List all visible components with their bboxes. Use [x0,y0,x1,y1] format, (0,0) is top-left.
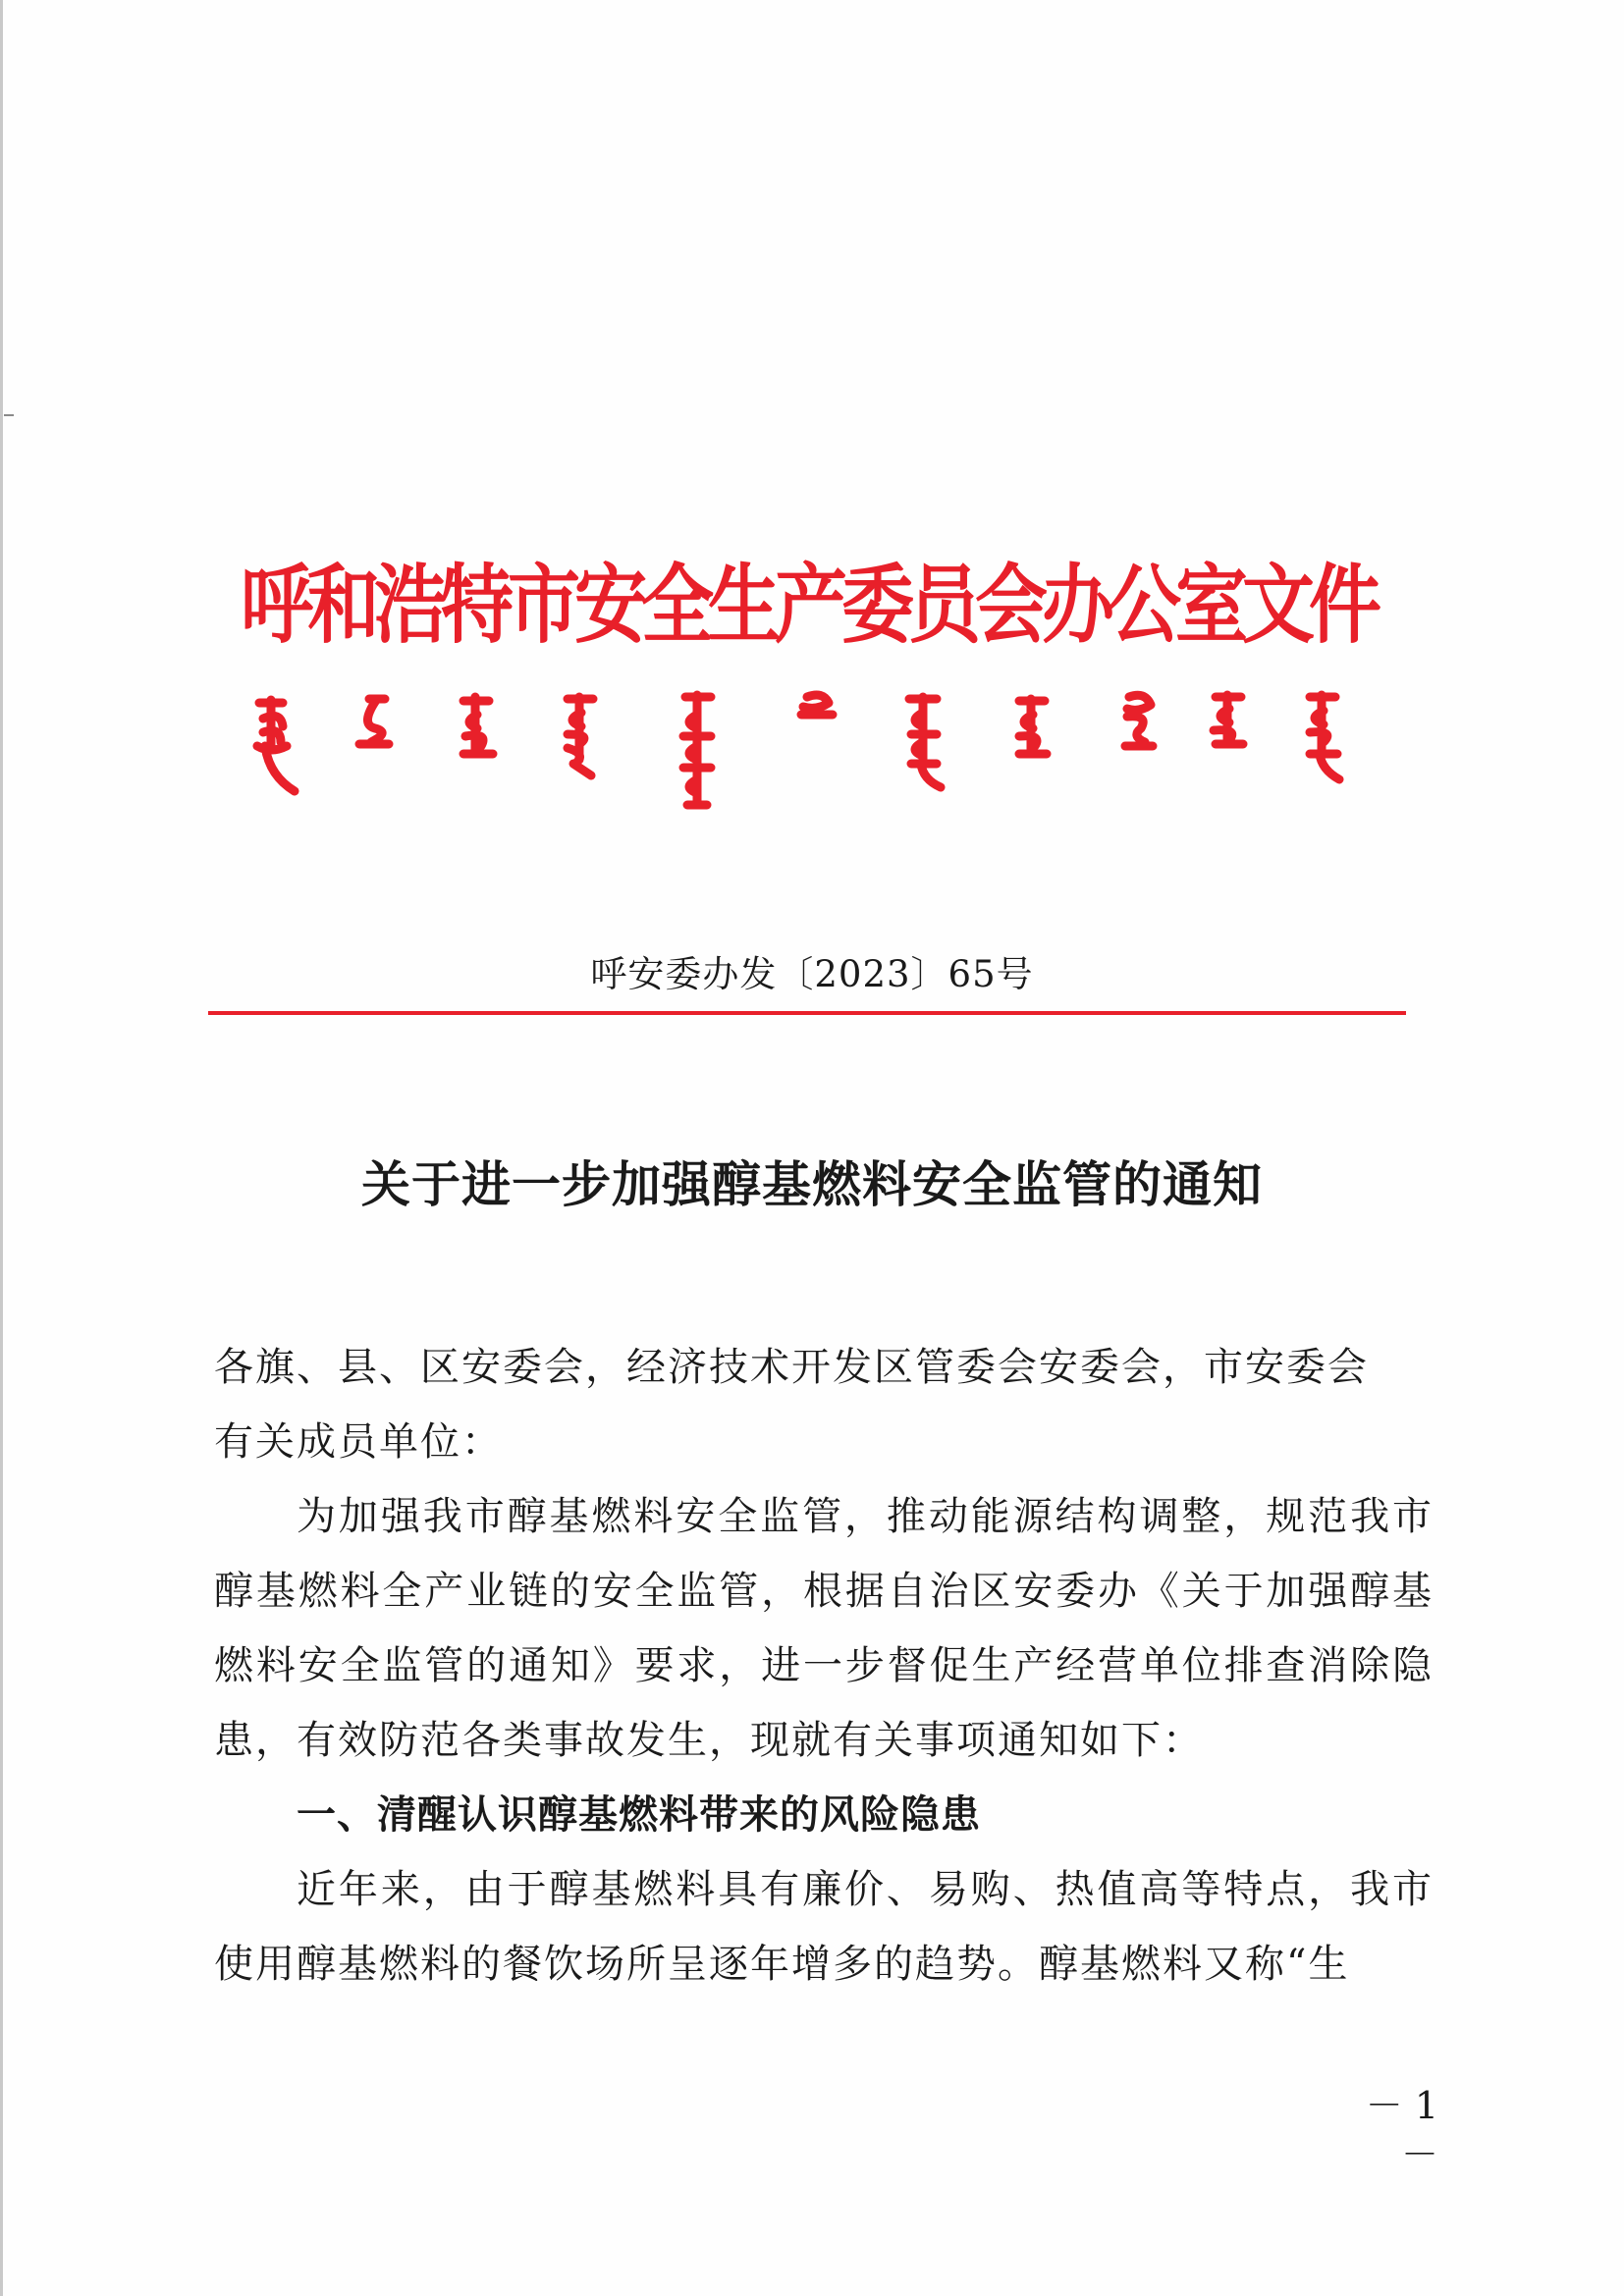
addressee-line: 各旗、县、区安委会，经济技术开发区管委会安委会，市安委会 [214,1345,1369,1390]
body-paragraph: 近年来，由于醇基燃料具有廉价、易购、热值高等特点，我市使用醇基燃料的餐饮场所呈逐年增多的趋势。醇基燃料又称“生 [214,1867,1434,1987]
document-number: 呼安委办发〔2023〕65号 [590,953,1034,995]
mongolian-script-icon [244,685,1363,832]
addressee-line: 有关成员单位： [214,1419,503,1465]
page-edge-shadow [0,0,3,2296]
section-heading: 一、清醒认识醇基燃料带来的风险隐患 [297,1792,981,1838]
issuer-masthead: 呼和浩特市安全生产委员会办公室文件 [241,556,1376,656]
document-body [214,1330,1434,2002]
red-divider-line [208,1011,1406,1015]
binding-mark [4,414,14,416]
document-title: 关于进一步加强醇基燃料安全监管的通知 [361,1156,1263,1213]
page-number: － 1 － [1365,2084,1438,2176]
body-paragraph: 为加强我市醇基燃料安全监管，推动能源结构调整，规范我市醇基燃料全产业链的安全监管，根据自治区安委办《关于加强醇基燃料安全监管的通知》要求，进一步督促生产经营单位排查消除隐患，有效防范各类事故发生，现就有关事项通知如下： [214,1494,1434,1763]
